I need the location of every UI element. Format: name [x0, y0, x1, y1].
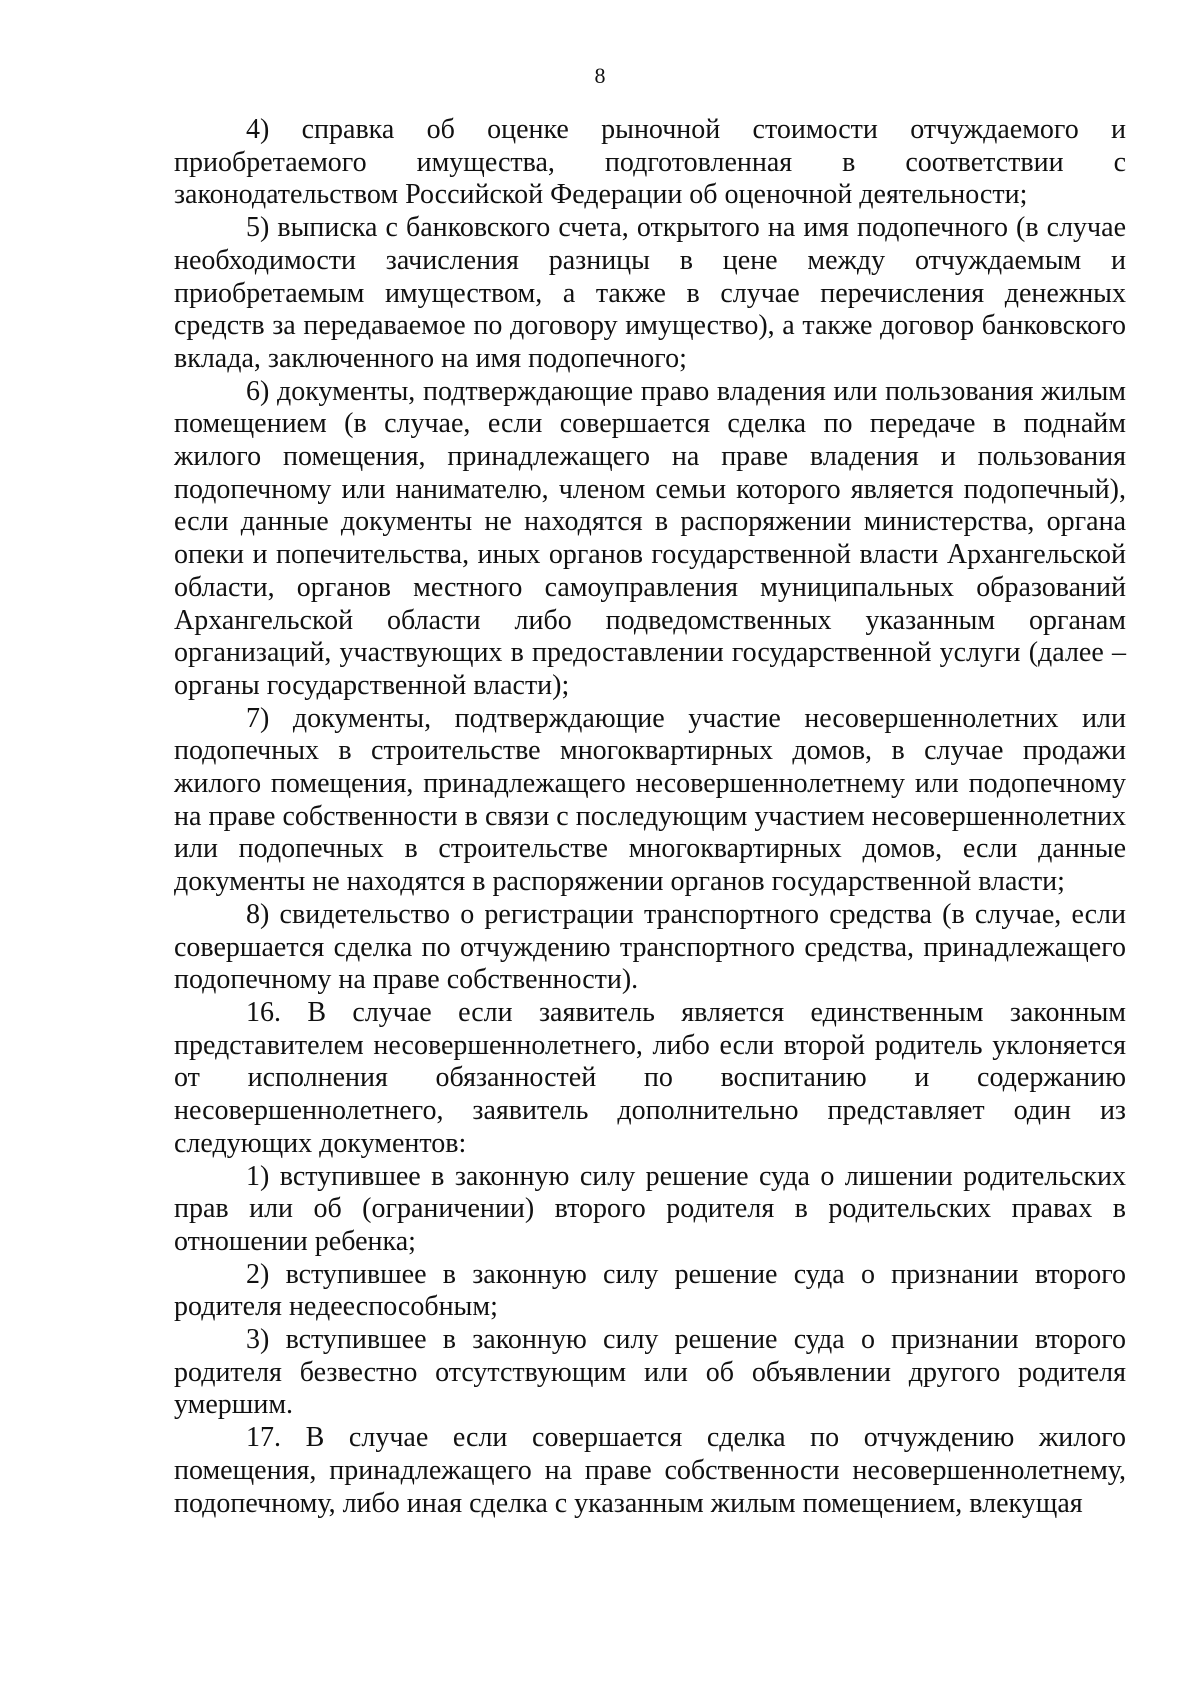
- paragraph-item-4: 4) справка об оценке рыночной стоимости отчуждаемого и приобретаемого имущества, подготовленная в соответствии с законодательством Российской Федерации об оценочной деятельности;: [174, 114, 1126, 211]
- paragraph-item-5: 5) выписка с банковского счета, открытого на имя подопечного (в случае необходимости зачисления разницы в цене между отчуждаемым и приобретаемым имуществом, а также в случае перечисления денежных средств за передаваемое по договору имущество), а также договор банковского вклада, заключенного на имя подопечного;: [174, 212, 1126, 374]
- paragraph-section-16-item-3: 3) вступившее в законную силу решение суда о признании второго родителя безвестно отсутствующим или об объявлении другого родителя умершим.: [174, 1324, 1126, 1421]
- paragraph-item-8: 8) свидетельство о регистрации транспортного средства (в случае, если совершается сделка по отчуждению транспортного средства, принадлежащего подопечному на праве собственности).: [174, 898, 1126, 996]
- paragraph-item-6: 6) документы, подтверждающие право владения или пользования жилым помещением (в случае, если совершается сделка по передаче в поднайм жилого помещения, принадлежащего на праве владения и пользования подопечному или нанимателю, членом семьи которого является подопечный), если данные документы не находятся в распоряжении министерства, органа опеки и попечительства, иных органов государственной власти Архангельской области, органов местного самоуправления муниципальных образований Архангельской области либо подведомственных указанным органам организаций, участвующих в предоставлении государственной услуги (далее – органы государственной власти);: [174, 375, 1126, 701]
- paragraph-section-16-item-2: 2) вступившее в законную силу решение суда о признании второго родителя недееспособным;: [174, 1258, 1126, 1323]
- paragraph-section-16-item-1: 1) вступившее в законную силу решение суда о лишении родительских прав или об (ограничении) второго родителя в родительских правах в отношении ребенка;: [174, 1160, 1126, 1257]
- paragraph-item-7: 7) документы, подтверждающие участие несовершеннолетних или подопечных в строительстве многоквартирных домов, в случае продажи жилого помещения, принадлежащего несовершеннолетнему или подопечному на праве собственности в связи с последующим участием несовершеннолетних или подопечных в строительстве многоквартирных домов, если данные документы не находятся в распоряжении органов государственной власти;: [174, 702, 1126, 898]
- document-body: [174, 114, 1126, 1520]
- paragraph-section-17: 17. В случае если совершается сделка по отчуждению жилого помещения, принадлежащего на праве собственности несовершеннолетнему, подопечному, либо иная сделка с указанным жилым помещением, влекущая: [174, 1422, 1126, 1519]
- paragraph-section-16: 16. В случае если заявитель является единственным законным представителем несовершеннолетнего, либо если второй родитель уклоняется от исполнения обязанностей по воспитанию и содержанию несовершеннолетнего, заявитель дополнительно представляет один из следующих документов:: [174, 996, 1126, 1159]
- page-number: 8: [594, 63, 606, 88]
